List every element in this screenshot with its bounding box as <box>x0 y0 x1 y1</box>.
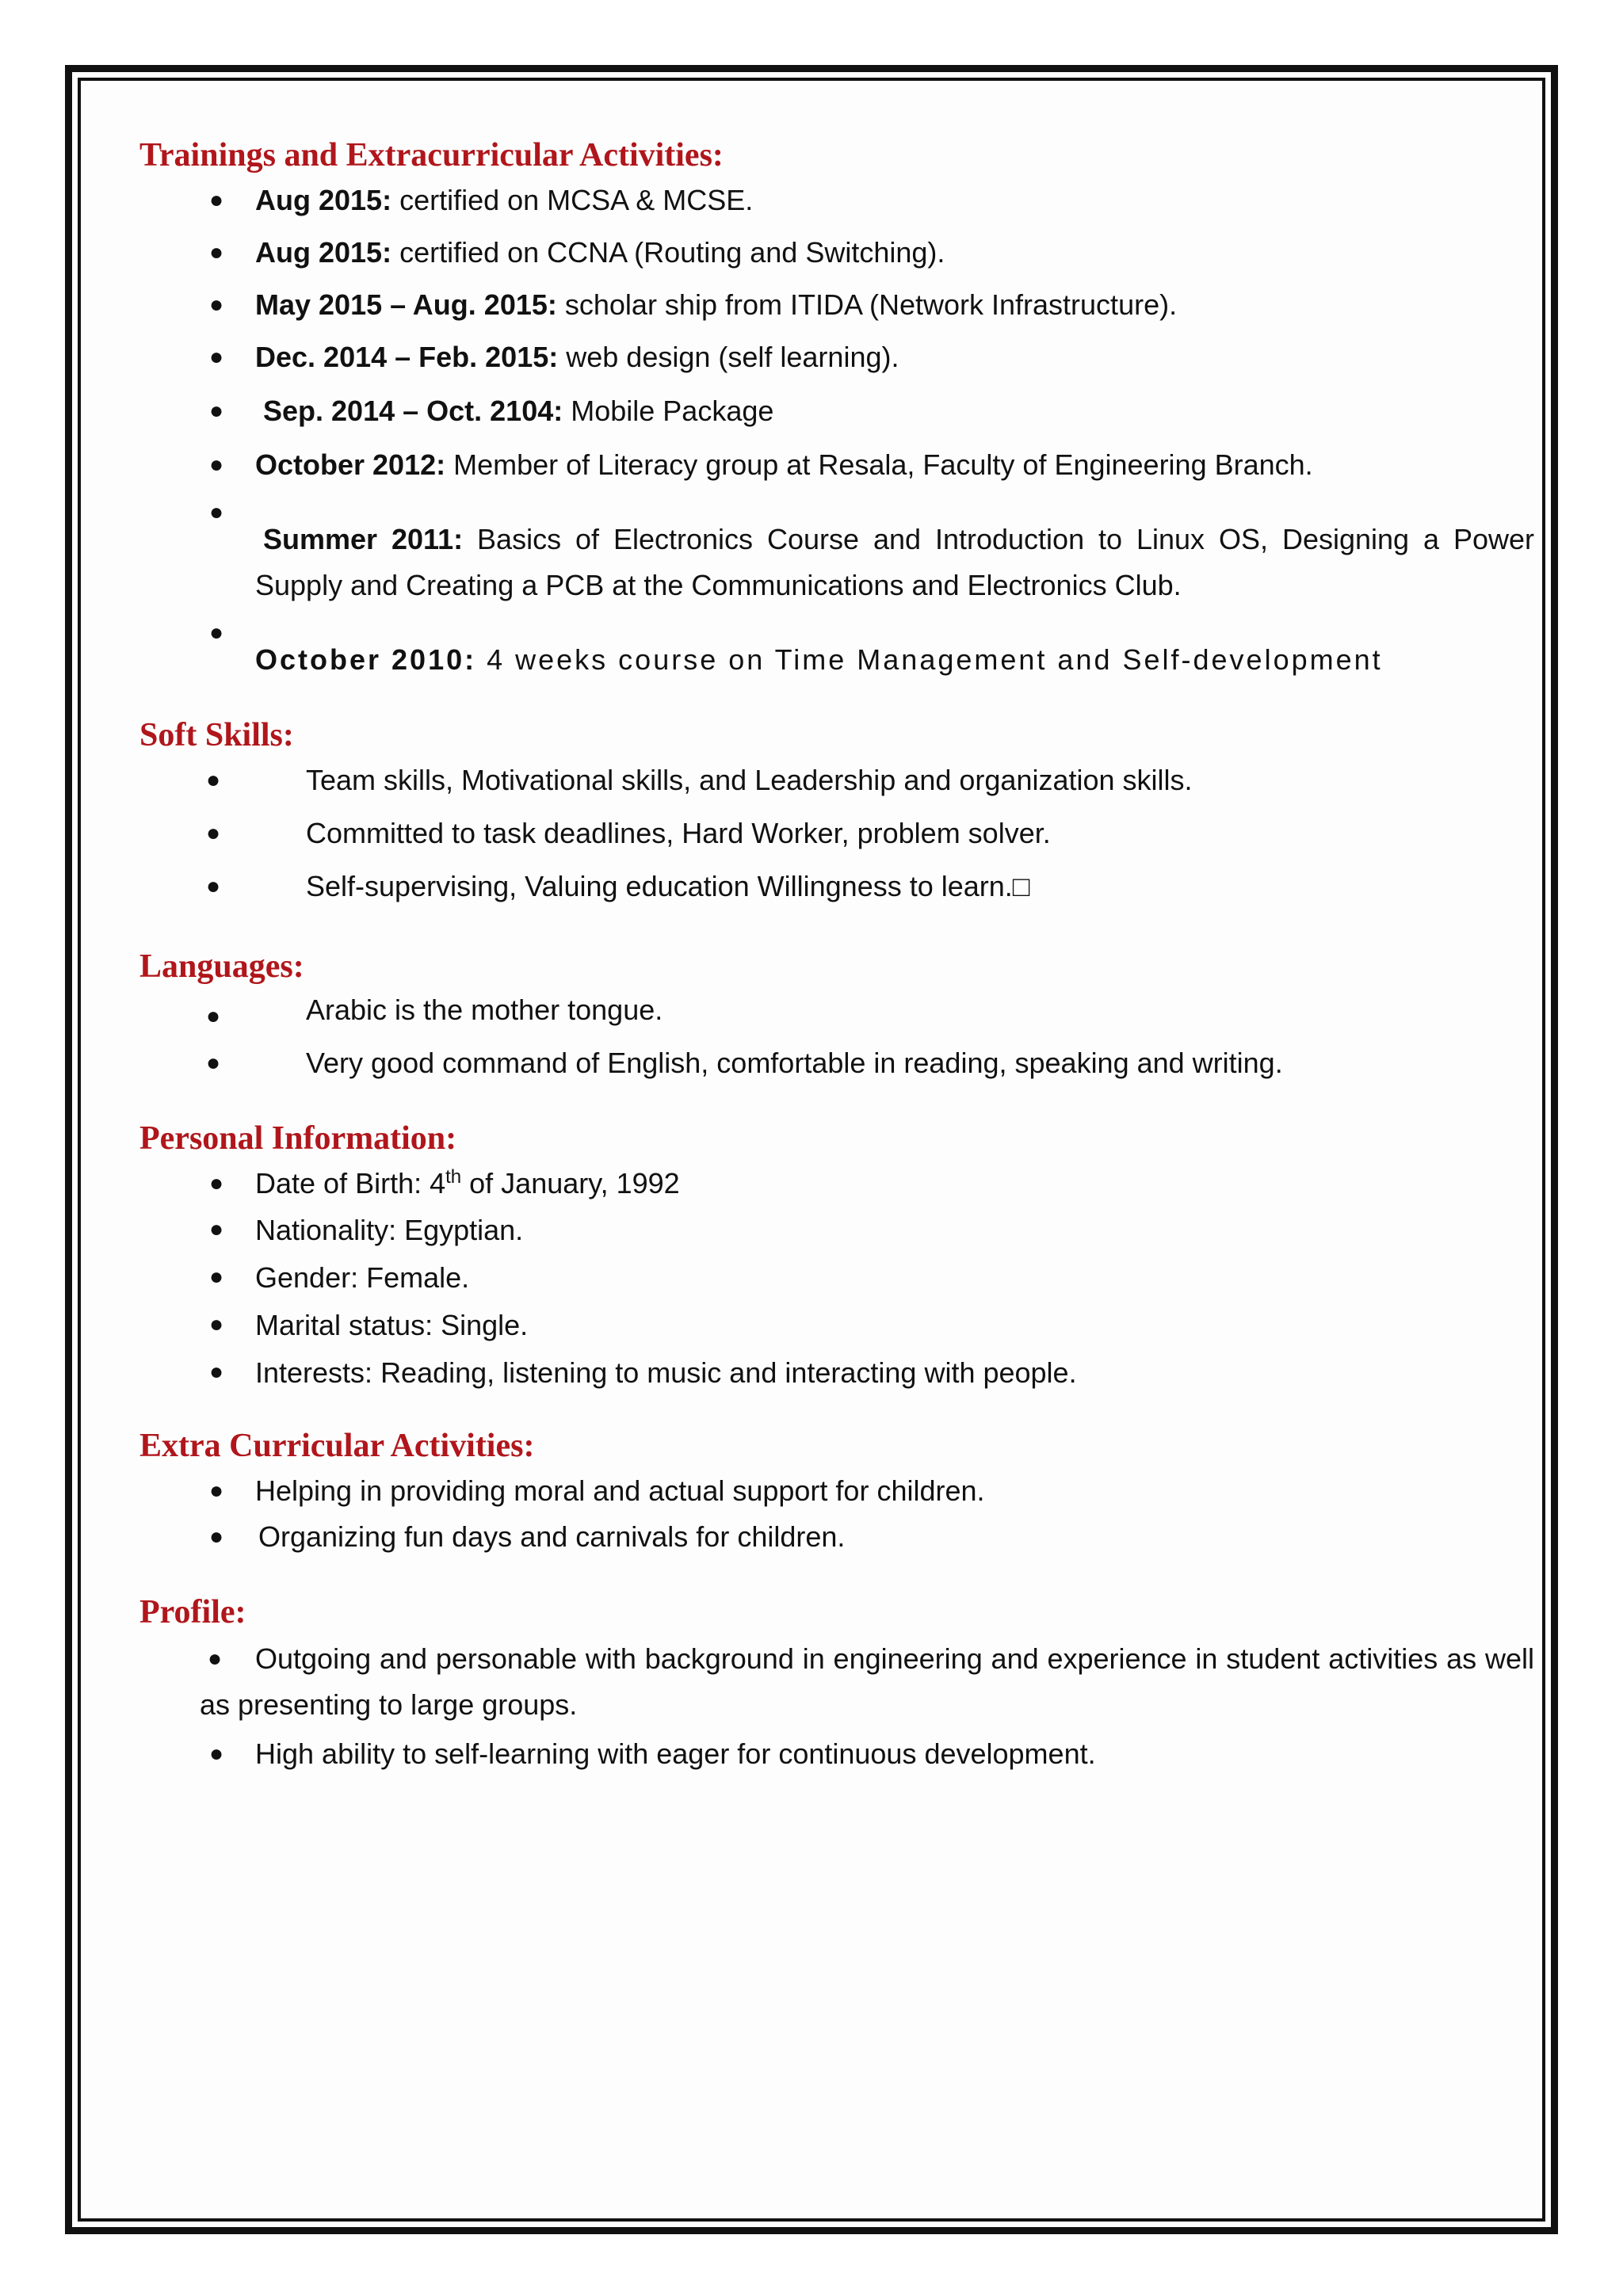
bullet-icon: ● <box>209 1359 224 1385</box>
bullet-icon: ● <box>206 820 221 846</box>
item-text: High ability to self-learning with eager for continuous development. <box>255 1737 1096 1770</box>
list-item <box>139 1302 1534 1349</box>
item-date: October 2010: <box>255 643 477 676</box>
bullet-icon: ● <box>206 1050 221 1076</box>
bullet-icon: ● <box>206 873 221 899</box>
list-item <box>139 177 1534 223</box>
item-text: Committed to task deadlines, Hard Worker, problem solver. <box>306 817 1051 849</box>
section-heading-languages: Languages: <box>139 948 304 985</box>
item-text: Member of Literacy group at Resala, Faculty of Engineering Branch. <box>445 448 1313 481</box>
item-date: Sep. 2014 – Oct. 2104: <box>263 395 563 427</box>
personal-info-list <box>139 1161 1534 1397</box>
item-date: Dec. 2014 – Feb. 2015: <box>255 341 559 373</box>
extra-curricular-list <box>139 1468 1534 1560</box>
list-item <box>139 499 1534 608</box>
list-item-date-of-birth <box>139 1161 1534 1207</box>
dob-ordinal: th <box>445 1166 462 1188</box>
item-date: Aug 2015: <box>255 184 392 216</box>
list-item <box>139 1514 1534 1560</box>
list-item <box>139 1636 1534 1728</box>
item-text: Interests: Reading, listening to music and interacting with people. <box>255 1356 1077 1389</box>
bullet-icon: ● <box>209 1216 224 1242</box>
list-item <box>139 334 1534 380</box>
bullet-icon: ● <box>209 292 224 318</box>
bullet-icon: ● <box>209 1264 224 1290</box>
section-heading-personal-information: Personal Information: <box>139 1120 457 1157</box>
item-text: web design (self learning). <box>558 341 899 373</box>
item-date: Summer 2011: <box>263 523 464 555</box>
list-item <box>139 282 1534 328</box>
bullet-icon: ● <box>209 1741 224 1767</box>
item-text: Self-supervising, Valuing education Willingness to learn.□ <box>306 870 1030 902</box>
item-date: Aug 2015: <box>255 236 392 269</box>
bullet-icon: ● <box>209 187 224 213</box>
item-text: Arabic is the mother tongue. <box>306 994 663 1026</box>
list-item <box>139 620 1534 683</box>
bullet-icon: ● <box>209 1524 224 1550</box>
list-item <box>139 442 1534 488</box>
list-item <box>139 1207 1534 1254</box>
bullet-icon: ● <box>209 1170 224 1196</box>
item-text: 4 weeks course on Time Management and Self-development <box>476 643 1383 676</box>
item-text: Outgoing and personable with background in engineering and experience in student activities as well as presenting to large groups. <box>200 1642 1534 1721</box>
dob-label: Date of Birth: 4 <box>255 1167 446 1199</box>
bullet-icon: ● <box>209 398 224 424</box>
list-item <box>139 388 1534 434</box>
section-heading-trainings: Trainings and Extracurricular Activities: <box>139 137 724 174</box>
section-heading-profile: Profile: <box>139 1594 246 1630</box>
list-item <box>139 757 1534 803</box>
item-text: Nationality: Egyptian. <box>255 1214 524 1246</box>
list-item <box>139 1040 1534 1086</box>
item-text: scholar ship from ITIDA (Network Infrastructure). <box>556 288 1178 321</box>
bullet-icon: ● <box>206 767 221 793</box>
soft-skills-list <box>139 757 1534 910</box>
item-text: Marital status: Single. <box>255 1309 529 1341</box>
bullet-icon: ● <box>209 499 224 525</box>
item-text: Gender: Female. <box>255 1261 470 1294</box>
item-text: Team skills, Motivational skills, and Leadership and organization skills. <box>306 764 1193 796</box>
item-text: Organizing fun days and carnivals for children. <box>258 1520 846 1553</box>
item-date: October 2012: <box>255 448 446 481</box>
list-item <box>139 987 1534 1033</box>
item-date: May 2015 – Aug. 2015: <box>255 288 557 321</box>
bullet-icon: ● <box>209 620 224 646</box>
item-text: Helping in providing moral and actual support for children. <box>255 1474 985 1507</box>
list-item <box>139 1254 1534 1302</box>
languages-list <box>139 987 1534 1086</box>
bullet-icon: ● <box>209 452 224 478</box>
item-text: Basics of Electronics Course and Introduction to Linux OS, Designing a Power Supply and Creating a PCB at the Communications and Electronics Club. <box>255 523 1534 601</box>
section-heading-soft-skills: Soft Skills: <box>139 717 294 753</box>
bullet-icon: ● <box>209 1311 224 1337</box>
list-item <box>139 230 1534 276</box>
dob-value: of January, 1992 <box>461 1167 680 1199</box>
item-text: certified on CCNA (Routing and Switching). <box>391 236 945 269</box>
item-text: Mobile Package <box>563 395 774 427</box>
bullet-icon: ● <box>206 1003 221 1029</box>
bullet-icon: ● <box>208 1646 223 1672</box>
profile-list <box>139 1636 1534 1777</box>
resume-content <box>139 135 1534 1777</box>
bullet-icon: ● <box>209 344 224 370</box>
section-heading-extra-curricular: Extra Curricular Activities: <box>139 1428 535 1464</box>
item-text: certified on MCSA & MCSE. <box>391 184 754 216</box>
list-item <box>139 864 1534 910</box>
list-item <box>139 1468 1534 1514</box>
trainings-list <box>139 177 1534 683</box>
bullet-icon: ● <box>209 1478 224 1504</box>
bullet-icon: ● <box>209 239 224 265</box>
list-item <box>139 1731 1534 1777</box>
list-item <box>139 1349 1534 1397</box>
list-item <box>139 810 1534 856</box>
item-text: Very good command of English, comfortable in reading, speaking and writing. <box>306 1047 1283 1079</box>
